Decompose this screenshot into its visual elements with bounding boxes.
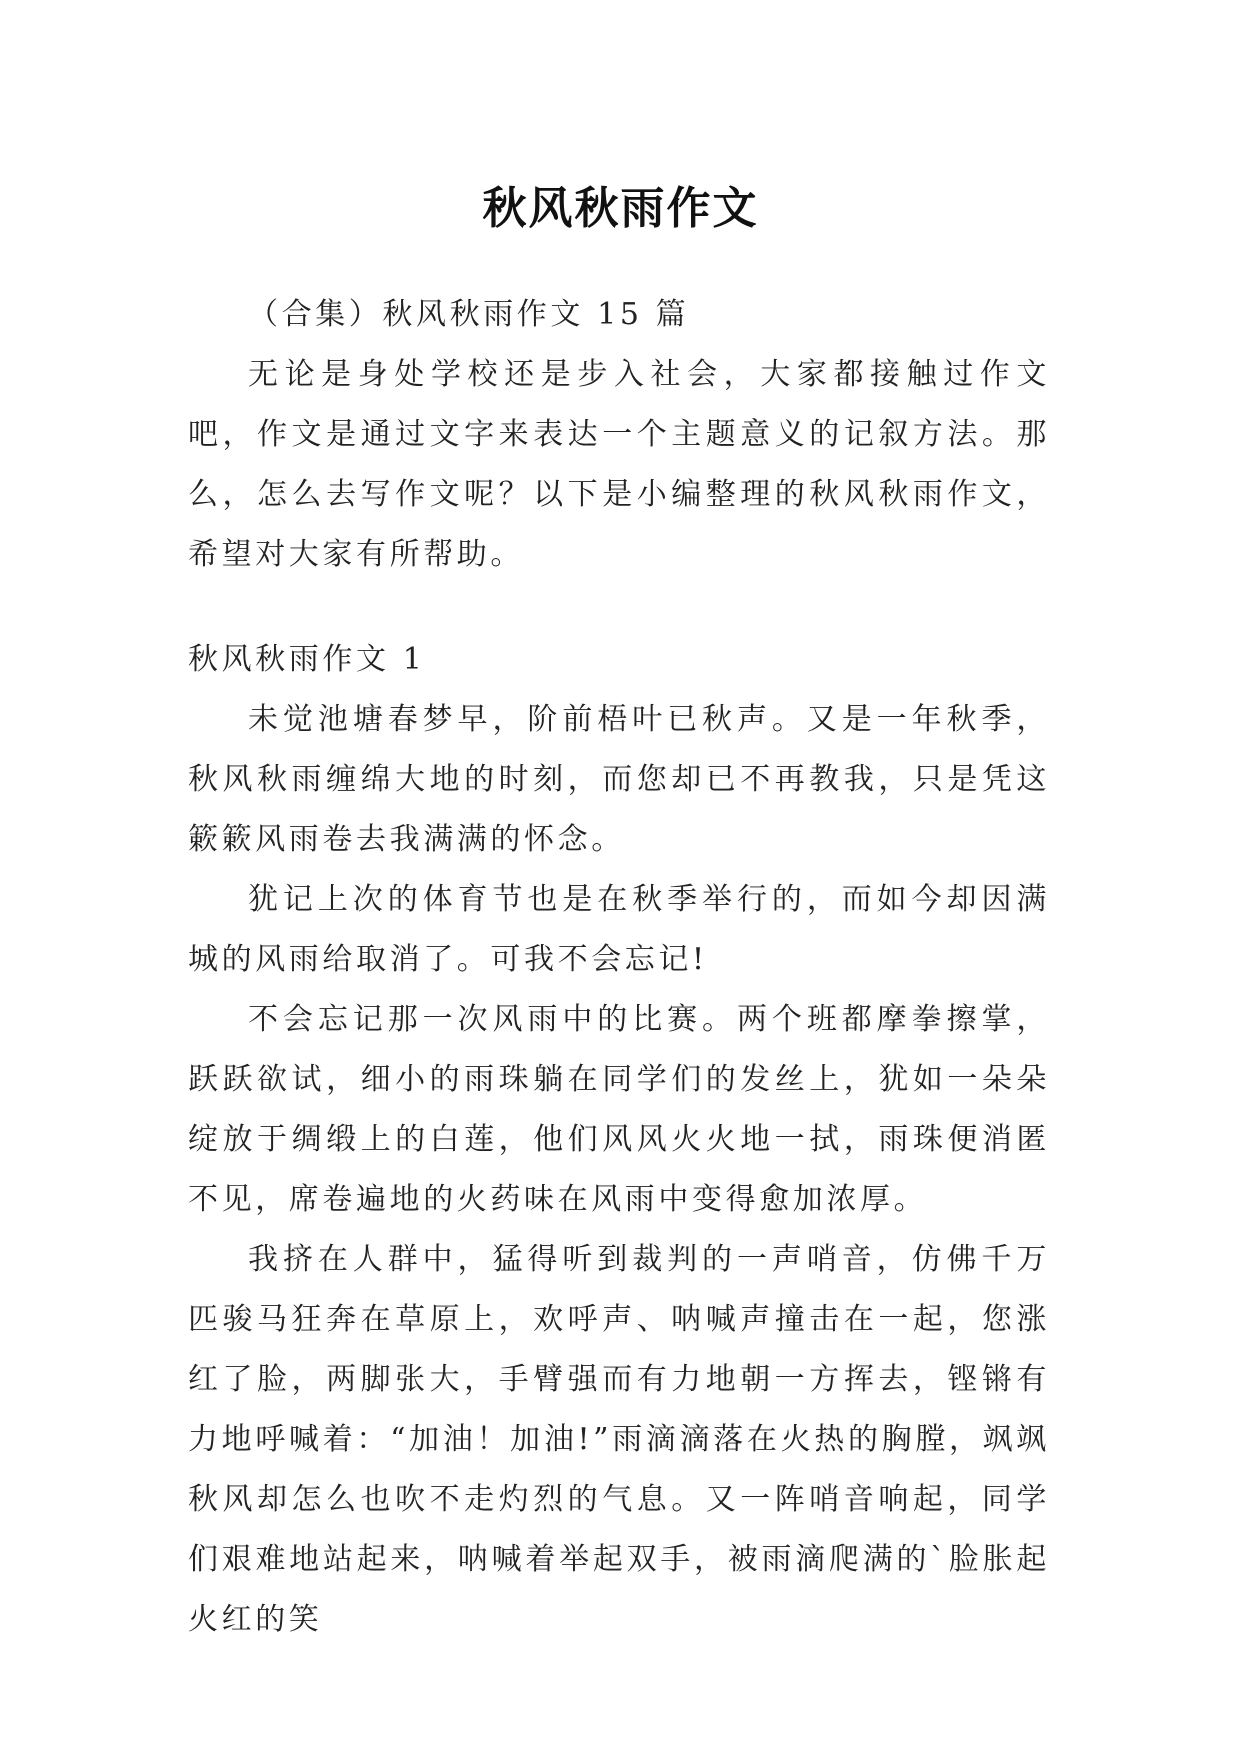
essay-paragraph: 不会忘记那一次风雨中的比赛。两个班都摩拳擦掌，跃跃欲试，细小的雨珠躺在同学们的发丝上，犹如一朵朵绽放于绸缎上的白莲，他们风风火火地一拭，雨珠便消匿不见，席卷遍地的火药味在风雨中变得愈加浓厚。 bbox=[188, 1002, 1050, 1217]
essay-paragraph: 我挤在人群中，猛得听到裁判的一声哨音，仿佛千万匹骏马狂奔在草原上，欢呼声、呐喊声撞击在一起，您涨红了脸，两脚张大，手臂强而有力地朝一方挥去，铿锵有力地呼喊着：“加油！加油!”雨滴滴落在火热的胸膛，飒飒秋风却怎么也吹不走灼烈的气息。又一阵哨音响起，同学们艰难地站起来，呐喊着举起双手，被雨滴爬满的`脸胀起火红的笑 bbox=[188, 1242, 1050, 1637]
intro-block bbox=[188, 285, 1050, 585]
section-heading: 秋风秋雨作文 1 bbox=[188, 642, 426, 677]
intro-paragraph: 无论是身处学校还是步入社会，大家都接触过作文吧，作文是通过文字来表达一个主题意义的记叙方法。那么，怎么去写作文呢？以下是小编整理的秋风秋雨作文，希望对大家有所帮助。 bbox=[188, 357, 1050, 572]
essay-paragraph: 犹记上次的体育节也是在秋季举行的，而如今却因满城的风雨给取消了。可我不会忘记! bbox=[188, 882, 1050, 977]
document-title: 秋风秋雨作文 bbox=[482, 183, 759, 235]
essay-paragraph: 未觉池塘春梦早，阶前梧叶已秋声。又是一年秋季，秋风秋雨缠绵大地的时刻，而您却已不再教我，只是凭这簌簌风雨卷去我满满的怀念。 bbox=[188, 702, 1050, 857]
essay-block bbox=[188, 630, 1050, 1650]
collection-subtitle: （合集）秋风秋雨作文 15 篇 bbox=[248, 297, 690, 332]
